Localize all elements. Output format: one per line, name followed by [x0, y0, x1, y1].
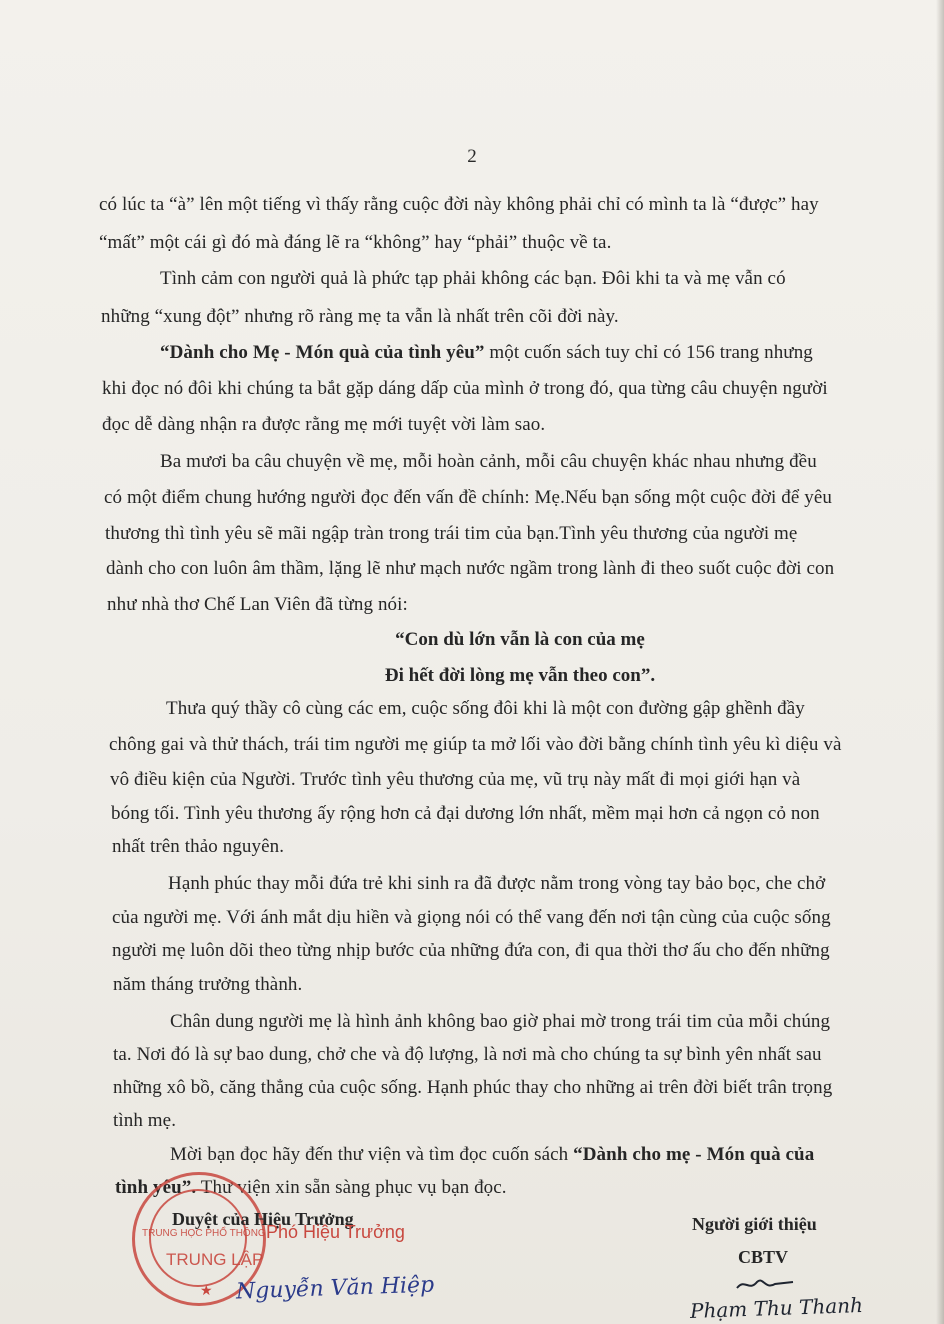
text-line: tình mẹ.	[113, 1110, 177, 1131]
text-line: của người mẹ. Với ánh mắt dịu hiền và giọng nói có thể vang đến nơi tận cùng của cuộc sống	[112, 907, 831, 928]
verse-line: “Con dù lớn vẫn là con của mẹ	[395, 629, 645, 650]
text-line: năm tháng trưởng thành.	[113, 974, 303, 995]
presenter-title: CBTV	[738, 1247, 789, 1267]
text-line: Hạnh phúc thay mỗi đứa trẻ khi sinh ra đã được nằm trong vòng tay bảo bọc, che chở	[168, 873, 826, 894]
page-number: 2	[467, 146, 477, 167]
verse-line: Đi hết đời lòng mẹ vẫn theo con”.	[384, 665, 656, 686]
stamp-school-text: TRUNG HỌC PHỔ THÔNG	[142, 1228, 266, 1239]
closing-text: Thư viện xin sẵn sàng phục vụ bạn đọc.	[196, 1177, 507, 1198]
text-line: thương thì tình yêu sẽ mãi ngập tràn trong trái tim của bạn.Tình yêu thương của người mẹ	[105, 523, 798, 544]
book-title: “Dành cho Mẹ - Món quà của tình yêu”	[160, 342, 485, 363]
book-intro-rest: một cuốn sách tuy chỉ có 156 trang nhưng	[484, 342, 813, 363]
text-line: vô điều kiện của Người. Trước tình yêu thương của mẹ, vũ trụ này mất đi mọi giới hạn và	[110, 769, 801, 790]
stamp-title: Phó Hiệu Trưởng	[266, 1222, 405, 1242]
text-line: khi đọc nó đôi khi chúng ta bắt gặp dáng dấp của mình ở trong đó, qua từng câu chuyện người	[102, 378, 828, 399]
text-line: nhất trên thảo nguyên.	[112, 836, 285, 857]
text-line: bóng tối. Tình yêu thương ấy rộng hơn cả đại dương lớn nhất, mềm mại hơn cả ngọn cỏ non	[111, 803, 820, 824]
star-icon: ★	[200, 1284, 213, 1299]
text-line: Tình cảm con người quả là phức tạp phải không các bạn. Đôi khi ta và mẹ vẫn có	[160, 268, 786, 289]
text-line: Thưa quý thầy cô cùng các em, cuộc sống đôi khi là một con đường gập ghềnh đầy	[166, 698, 805, 719]
text-line: có lúc ta “à” lên một tiếng vì thấy rằng cuộc đời này không phải chỉ có mình ta là “được” hay	[99, 194, 819, 215]
text-line: những xô bồ, căng thẳng của cuộc sống. Hạnh phúc thay cho những ai trên đời biết trân trọng	[113, 1077, 833, 1098]
principal-signature: Nguyễn Văn Hiệp	[235, 1272, 435, 1305]
stamp-school-name: TRUNG LẬP	[166, 1250, 264, 1269]
text-line: ta. Nơi đó là sự bao dung, chở che và độ lượng, là nơi mà cho chúng ta sự bình yên nhất sau	[113, 1044, 822, 1065]
text-line: người mẹ luôn dõi theo từng nhịp bước của những đứa con, đi qua thời thơ ấu cho đến những	[112, 940, 830, 961]
approval-label: Duyệt của Hiệu Trưởng	[172, 1209, 354, 1229]
librarian-signature: Phạm Thu Thanh	[689, 1292, 864, 1324]
presenter-label: Người giới thiệu	[692, 1214, 817, 1234]
page-edge-shadow	[936, 0, 944, 1324]
text-line: dành cho con luôn âm thầm, lặng lẽ như mạch nước ngầm trong lành đi theo suốt cuộc đời con	[106, 558, 835, 579]
text-line: chông gai và thử thách, trái tim người mẹ giúp ta mở lối vào đời bằng chính tình yêu kì diệu và	[109, 734, 842, 755]
text-line: đọc dễ dàng nhận ra được rằng mẹ mới tuyệt vời làm sao.	[102, 414, 546, 435]
closing-book-title-end: tình yêu”.	[115, 1177, 197, 1198]
book-intro-line	[160, 342, 813, 364]
text-line: có một điểm chung hướng người đọc đến vấn đề chính: Mẹ.Nếu bạn sống một cuộc đời để yêu	[104, 487, 832, 508]
signature-flourish	[735, 1276, 795, 1294]
closing-line	[170, 1144, 814, 1166]
closing-book-title: “Dành cho mẹ - Món quà của	[573, 1144, 815, 1165]
text-line: Chân dung người mẹ là hình ảnh không bao giờ phai mờ trong trái tim của mỗi chúng	[170, 1011, 831, 1032]
text-line: những “xung đột” nhưng rõ ràng mẹ ta vẫn là nhất trên cõi đời này.	[101, 306, 619, 327]
text-line: Ba mươi ba câu chuyện về mẹ, mỗi hoàn cảnh, mỗi câu chuyện khác nhau nhưng đều	[160, 451, 817, 472]
text-line: “mất” một cái gì đó mà đáng lẽ ra “không” hay “phải” thuộc về ta.	[99, 232, 612, 253]
closing-text: Mời bạn đọc hãy đến thư viện và tìm đọc cuốn sách	[170, 1144, 574, 1165]
text-line: như nhà thơ Chế Lan Viên đã từng nói:	[107, 594, 408, 615]
